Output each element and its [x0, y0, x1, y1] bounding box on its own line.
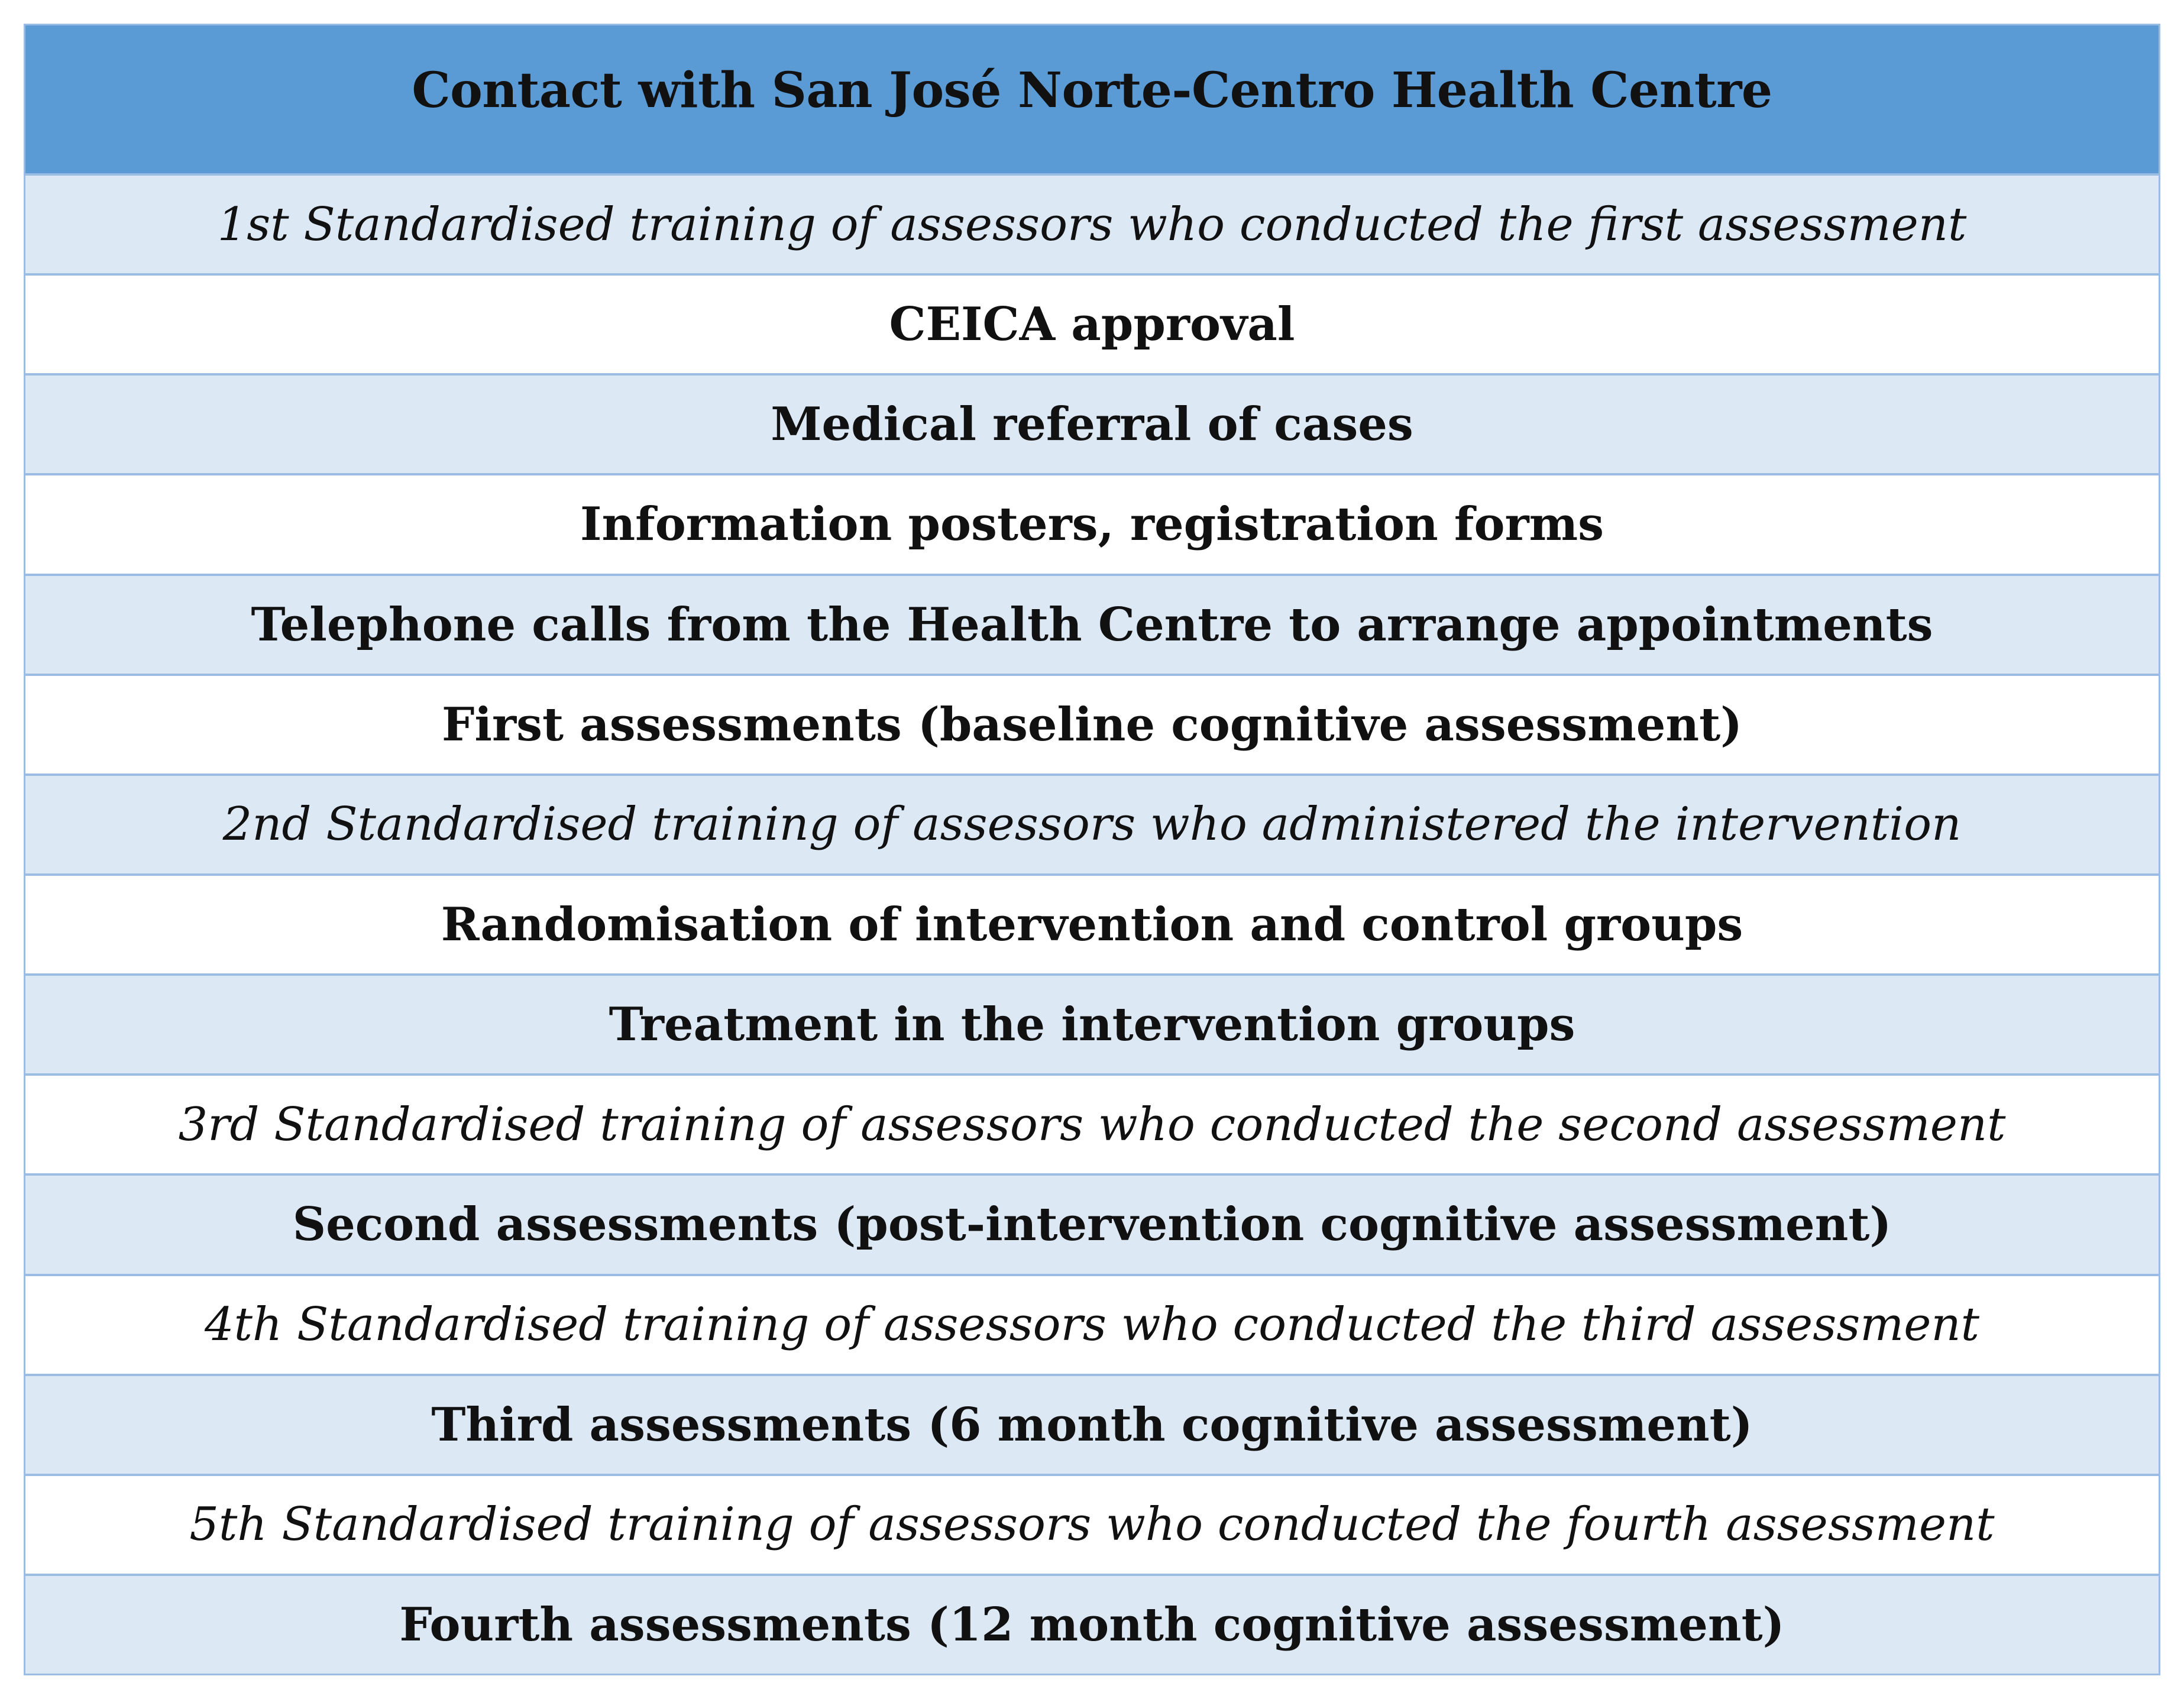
table-row: Medical referral of cases — [25, 373, 2159, 473]
table-row: 3rd Standardised training of assessors who conducted the second assessment — [25, 1073, 2159, 1173]
table-row: 5th Standardised training of assessors who conducted the fourth assessment — [25, 1474, 2159, 1574]
timeline-table — [24, 24, 2160, 1675]
table-row: CEICA approval — [25, 273, 2159, 373]
table-row: Fourth assessments (12 month cognitive assessment) — [25, 1574, 2159, 1674]
table-row: Third assessments (6 month cognitive assessment) — [25, 1374, 2159, 1474]
table-row: Telephone calls from the Health Centre to arrange appointments — [25, 574, 2159, 674]
table-header: Contact with San José Norte-Centro Health Centre — [25, 25, 2159, 173]
table-row: 4th Standardised training of assessors who conducted the third assessment — [25, 1274, 2159, 1374]
table-row: 1st Standardised training of assessors who conducted the first assessment — [25, 173, 2159, 273]
table-row: Information posters, registration forms — [25, 473, 2159, 573]
table-row: Treatment in the intervention groups — [25, 973, 2159, 1073]
table-row: First assessments (baseline cognitive assessment) — [25, 674, 2159, 774]
table-row: Second assessments (post-intervention cognitive assessment) — [25, 1173, 2159, 1273]
table-row: 2nd Standardised training of assessors who administered the intervention — [25, 774, 2159, 873]
table-row: Randomisation of intervention and control groups — [25, 873, 2159, 973]
